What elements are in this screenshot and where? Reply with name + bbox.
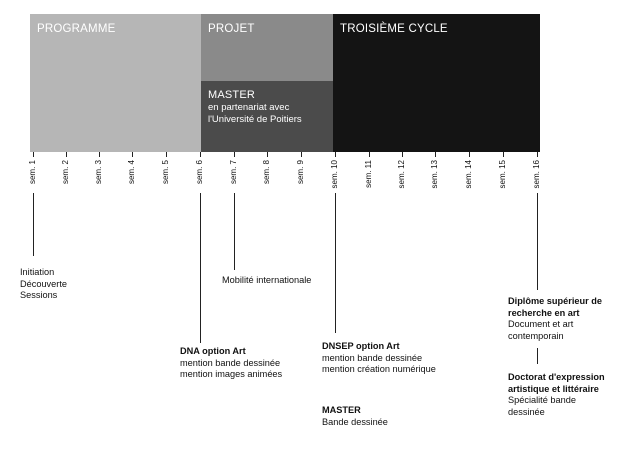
annotation-line: contemporain — [508, 330, 564, 341]
programme-block — [30, 14, 201, 152]
annotation-line: Bande dessinée — [322, 416, 388, 427]
sem-tick — [200, 152, 201, 157]
sem-label: sem. 3 — [94, 160, 103, 185]
annotation-line: Sessions — [20, 290, 58, 301]
programme-label: PROGRAMME — [37, 23, 116, 35]
master-subtitle-line: l'Université de Poitiers — [208, 113, 302, 125]
annotation-line: Découverte — [20, 278, 67, 289]
master-subtitle — [208, 102, 302, 125]
dna-annotation — [180, 346, 282, 381]
initiation-annotation — [20, 267, 67, 302]
connector-sem10 — [335, 193, 336, 333]
sem-tick — [66, 152, 67, 157]
dsra-title-line: recherche en art — [508, 307, 580, 318]
sem-tick — [503, 152, 504, 157]
mobilite-annotation — [222, 275, 311, 287]
master-annotation — [322, 405, 388, 428]
doctorat-annotation — [508, 372, 605, 418]
sem-label: sem. 5 — [161, 160, 170, 185]
dnsep-title: DNSEP option Art — [322, 341, 400, 351]
projet-block — [201, 14, 333, 81]
doctorat-title-line: Doctorat d'expression — [508, 372, 605, 382]
sem-tick — [335, 152, 336, 157]
sem-label: sem. 9 — [296, 160, 305, 185]
sem-tick — [537, 152, 538, 157]
sem-label: sem. 11 — [364, 160, 373, 188]
projet-label: PROJET — [208, 23, 255, 35]
sem-tick — [435, 152, 436, 157]
sem-tick — [132, 152, 133, 157]
dsra-title-line: Diplôme supérieur de — [508, 296, 602, 306]
sem-label: sem. 1 — [28, 160, 37, 185]
sem-label: sem. 2 — [61, 160, 70, 185]
sem-label: sem. 6 — [195, 160, 204, 185]
sem-label: sem. 16 — [532, 160, 541, 189]
sem-tick — [402, 152, 403, 157]
sem-tick — [369, 152, 370, 157]
annotation-line: mention bande dessinée — [180, 357, 281, 368]
sem-label: sem. 12 — [397, 160, 406, 189]
annotation-line: Document et art — [508, 319, 574, 330]
troisieme-cycle-block — [333, 14, 540, 152]
troisieme-cycle-label: TROISIÈME CYCLE — [340, 23, 448, 35]
dnsep-annotation — [322, 341, 436, 376]
connector-sem7 — [234, 193, 235, 270]
master-label: MASTER — [208, 89, 256, 101]
sem-tick — [469, 152, 470, 157]
master-annotation-title: MASTER — [322, 405, 361, 415]
annotation-line: Spécialité bande — [508, 395, 576, 406]
connector-sem6 — [200, 193, 201, 343]
annotation-line: mention création numérique — [322, 364, 436, 375]
annotation-line: mention images animées — [180, 369, 283, 380]
doctorat-title-line: artistique et littéraire — [508, 383, 599, 394]
sem-label: sem. 8 — [262, 160, 271, 185]
connector-sem16 — [537, 193, 538, 290]
annotation-line: Mobilité internationale — [222, 275, 312, 285]
sem-tick — [234, 152, 235, 157]
sem-label: sem. 7 — [229, 160, 238, 185]
sem-label: sem. 14 — [464, 160, 473, 189]
master-block — [201, 81, 333, 152]
dsra-annotation — [508, 296, 602, 342]
annotation-line: dessinée — [508, 406, 545, 417]
master-subtitle-line: en partenariat avec — [208, 102, 290, 113]
annotation-line: mention bande dessinée — [322, 352, 423, 363]
sem-tick — [166, 152, 167, 157]
sem-label: sem. 4 — [127, 160, 136, 185]
sem-tick — [99, 152, 100, 157]
connector-sem1 — [33, 193, 34, 256]
annotation-line: Initiation — [20, 267, 55, 277]
sem-label: sem. 10 — [330, 160, 339, 189]
dna-title: DNA option Art — [180, 346, 246, 356]
connector-sem16-lower — [537, 348, 538, 364]
sem-label: sem. 15 — [498, 160, 507, 189]
sem-tick — [301, 152, 302, 157]
sem-tick — [267, 152, 268, 157]
sem-label: sem. 13 — [430, 160, 439, 189]
sem-tick — [33, 152, 34, 157]
